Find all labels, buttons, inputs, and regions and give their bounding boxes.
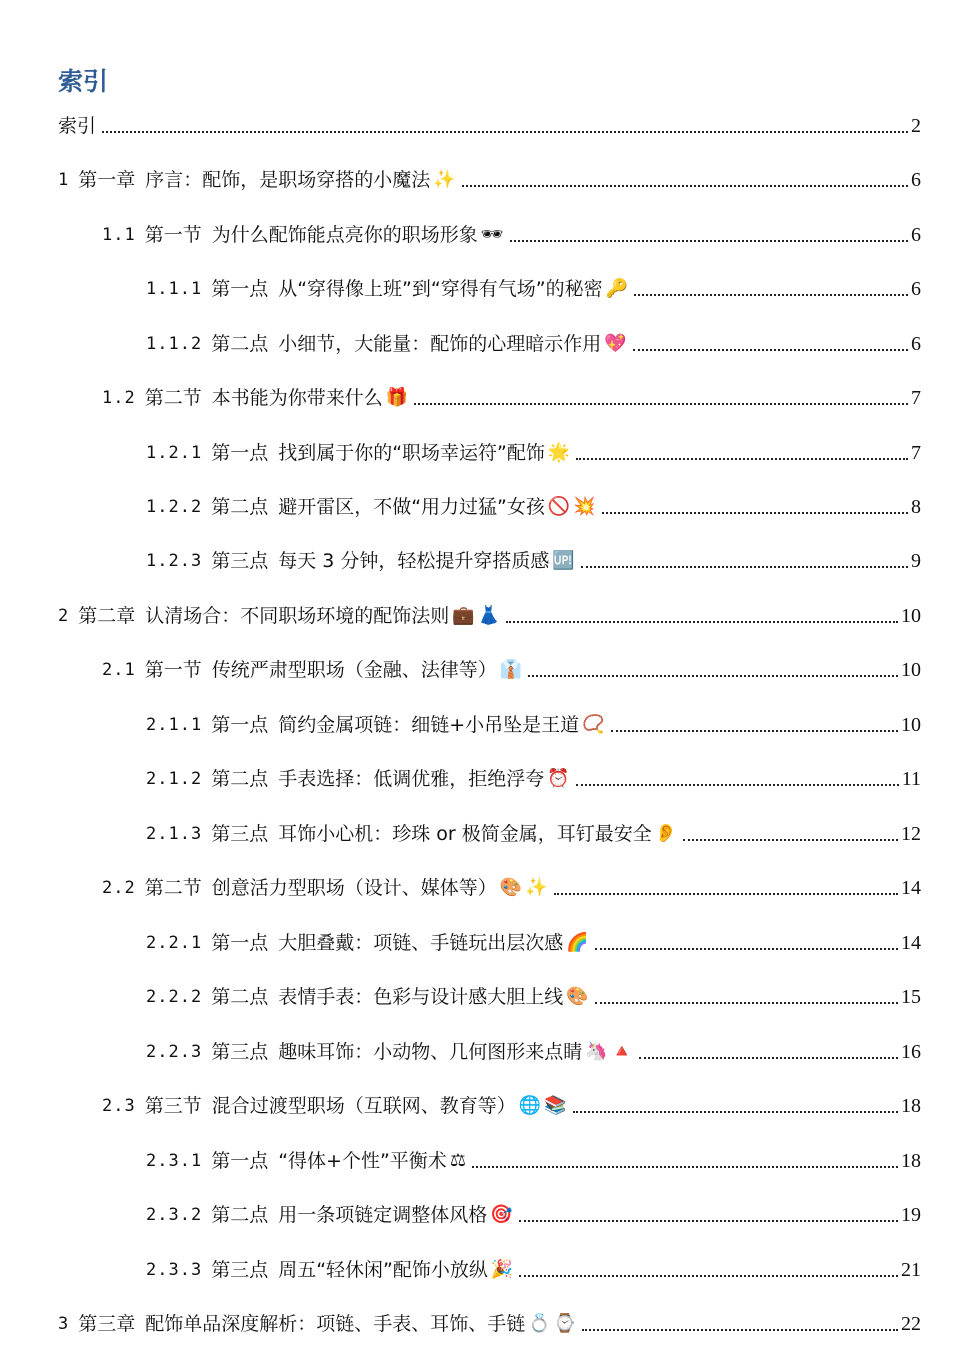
- section-title: 为什么配饰能点亮你的职场形象: [211, 224, 478, 246]
- section-number: 2.1.3: [146, 824, 203, 844]
- section-number: 1.2.1: [146, 443, 203, 463]
- section-number: 1.2: [102, 388, 136, 408]
- section-title: 配饰单品深度解析：项链、手表、耳饰、手链: [145, 1313, 526, 1335]
- emoji-icon: 💍: [528, 1313, 551, 1334]
- section-label: 第一节: [144, 224, 202, 246]
- section-title: 耳饰小心机：珍珠 or 极简金属，耳钉最安全: [278, 823, 652, 845]
- section-title: 表情手表：色彩与设计感大胆上线: [278, 986, 564, 1008]
- section-number: 1: [58, 170, 70, 190]
- section-label: 第二节: [144, 387, 202, 409]
- section-label: 第三节: [144, 1095, 202, 1117]
- section-number: 2.1.2: [146, 769, 203, 789]
- page-number: 22: [901, 1313, 921, 1335]
- dot-leader: [554, 893, 898, 895]
- section-label: 第二节: [144, 877, 202, 899]
- section-number: 2.3.2: [146, 1205, 203, 1225]
- section-title: 混合过渡型职场（互联网、教育等）: [211, 1095, 516, 1117]
- section-label: 第一章: [78, 169, 136, 191]
- section-title: 找到属于你的“职场幸运符”配饰: [278, 442, 545, 464]
- page-number: 21: [901, 1259, 921, 1281]
- page-number: 2: [911, 115, 921, 137]
- toc-entry[interactable]: [146, 761, 921, 791]
- emoji-icon: 🌟: [547, 442, 571, 463]
- section-number: 2.3: [102, 1096, 136, 1116]
- toc-entry[interactable]: [146, 816, 921, 846]
- toc-entry-text: [146, 495, 596, 519]
- section-label: 第二点: [211, 986, 269, 1008]
- emoji-icon: 📚: [544, 1095, 567, 1116]
- toc-entry[interactable]: [146, 707, 921, 737]
- section-label: 第一点: [211, 714, 269, 736]
- dot-leader: [519, 1275, 898, 1277]
- dot-leader: [581, 566, 908, 568]
- section-label: 第三点: [211, 823, 269, 845]
- toc-entry-text: [146, 822, 677, 846]
- section-label: 第一点: [211, 442, 269, 464]
- section-label: 第一节: [144, 659, 202, 681]
- page-number: 10: [901, 659, 921, 681]
- section-label: 第一点: [211, 278, 269, 300]
- toc-entry-text: [146, 931, 589, 955]
- emoji-icon: ⌚: [553, 1313, 577, 1334]
- section-number: 1.2.3: [146, 551, 203, 571]
- toc-entry[interactable]: [146, 489, 921, 519]
- section-title: 索引: [58, 115, 97, 137]
- toc-entry-text: [146, 549, 575, 573]
- section-title: 序言：配饰，是职场穿搭的小魔法: [145, 169, 431, 191]
- emoji-icon: 🔺: [610, 1041, 634, 1062]
- toc-entry-text: [146, 277, 628, 301]
- toc-entry-text: [146, 441, 570, 465]
- toc-entry[interactable]: [58, 108, 921, 138]
- toc-entry[interactable]: [102, 217, 921, 247]
- emoji-icon: 🎉: [490, 1259, 514, 1280]
- toc-entry[interactable]: [146, 1252, 921, 1282]
- dot-leader: [414, 403, 908, 405]
- toc-entry-text: [146, 1203, 513, 1227]
- section-number: 1.1.1: [146, 279, 203, 299]
- toc-entry-text: [146, 1149, 466, 1173]
- page-number: 9: [911, 550, 921, 572]
- toc-entry[interactable]: [58, 598, 921, 628]
- section-label: 第三点: [211, 1259, 269, 1281]
- emoji-icon: 💼: [452, 605, 475, 626]
- page-number: 16: [901, 1041, 921, 1063]
- toc-entry-text: [146, 767, 570, 791]
- toc-entry[interactable]: [146, 435, 921, 465]
- section-number: 2.2.2: [146, 987, 203, 1007]
- toc-entry[interactable]: [146, 1034, 921, 1064]
- section-label: 第三点: [211, 1041, 269, 1063]
- toc-entry-text: [58, 604, 500, 628]
- page-number: 8: [911, 496, 921, 518]
- toc-entry-text: [58, 114, 96, 138]
- toc-entry[interactable]: [146, 979, 921, 1009]
- emoji-icon: ✨: [525, 877, 548, 898]
- section-label: 第一点: [211, 1150, 269, 1172]
- page-number: 18: [901, 1095, 921, 1117]
- section-title: “得体+个性”平衡术: [278, 1150, 447, 1172]
- dot-leader: [602, 512, 908, 514]
- page-number: 14: [901, 932, 921, 954]
- section-label: 第一点: [211, 932, 269, 954]
- section-title: 周五“轻休闲”配饰小放纵: [278, 1259, 488, 1281]
- section-label: 第三章: [78, 1313, 136, 1335]
- page-number: 6: [911, 169, 921, 191]
- dot-leader: [519, 1220, 898, 1222]
- section-number: 2.1.1: [146, 715, 203, 735]
- section-number: 2.2.1: [146, 933, 203, 953]
- emoji-icon: 🚫: [547, 496, 571, 517]
- section-label: 第二点: [211, 496, 269, 518]
- dot-leader: [472, 1166, 898, 1168]
- page-number: 7: [911, 442, 921, 464]
- emoji-icon: ⏰: [547, 768, 570, 789]
- dot-leader: [573, 1111, 898, 1113]
- page-number: 6: [911, 224, 921, 246]
- section-number: 1.1: [102, 225, 136, 245]
- emoji-icon: 💥: [573, 496, 596, 517]
- page-number: 10: [901, 605, 921, 627]
- emoji-icon: 👗: [477, 605, 501, 626]
- section-label: 第二章: [78, 605, 136, 627]
- dot-leader: [576, 784, 899, 786]
- dot-leader: [462, 185, 908, 187]
- section-title: 从“穿得像上班”到“穿得有气场”的秘密: [278, 278, 603, 300]
- section-number: 2.2.3: [146, 1042, 203, 1062]
- section-number: 3: [58, 1314, 70, 1334]
- page-number: 11: [901, 768, 921, 790]
- section-title: 小细节，大能量：配饰的心理暗示作用: [278, 333, 602, 355]
- toc-entry[interactable]: [146, 543, 921, 573]
- emoji-icon: 🌈: [566, 932, 589, 953]
- toc-entry-text: [102, 1094, 567, 1118]
- toc-entry-text: [146, 1258, 513, 1282]
- page-number: 19: [901, 1204, 921, 1226]
- page-number: 15: [901, 986, 921, 1008]
- section-title: 每天 3 分钟，轻松提升穿搭质感: [278, 550, 550, 572]
- dot-leader: [528, 675, 898, 677]
- toc-entry[interactable]: [146, 271, 921, 301]
- toc-entry-text: [58, 168, 456, 192]
- toc-entry[interactable]: [58, 162, 921, 192]
- toc-entry-text: [102, 386, 408, 410]
- toc-entry-text: [146, 985, 589, 1009]
- emoji-icon: 🦄: [585, 1041, 608, 1062]
- toc-entry-text: [58, 1312, 576, 1336]
- emoji-icon: 👔: [499, 659, 523, 680]
- dot-leader: [582, 1329, 898, 1331]
- toc-entry[interactable]: [102, 652, 921, 682]
- page-number: 6: [911, 278, 921, 300]
- toc-entry[interactable]: [146, 1197, 921, 1227]
- toc-entry-text: [146, 332, 627, 356]
- section-number: 2.3.1: [146, 1151, 203, 1171]
- section-label: 第二点: [211, 1204, 269, 1226]
- section-label: 第三点: [211, 550, 269, 572]
- page-number: 18: [901, 1150, 921, 1172]
- emoji-icon: 🌐: [518, 1095, 542, 1116]
- section-title: 本书能为你带来什么: [211, 387, 383, 409]
- dot-leader: [633, 349, 908, 351]
- dot-leader: [634, 294, 908, 296]
- emoji-icon: 📿: [582, 714, 605, 735]
- toc-entry[interactable]: [146, 925, 921, 955]
- section-title: 手表选择：低调优雅，拒绝浮夸: [278, 768, 545, 790]
- section-title: 传统严肃型职场（金融、法律等）: [211, 659, 497, 681]
- page-number: 6: [911, 333, 921, 355]
- section-title: 用一条项链定调整体风格: [278, 1204, 488, 1226]
- toc-entry-text: [102, 876, 548, 900]
- emoji-icon: 🎁: [385, 387, 409, 408]
- toc-entry-text: [102, 658, 522, 682]
- section-number: 2.1: [102, 660, 136, 680]
- section-title: 趣味耳饰：小动物、几何图形来点睛: [278, 1041, 583, 1063]
- section-label: 第二点: [211, 768, 269, 790]
- emoji-icon: ✨: [433, 169, 456, 190]
- dot-leader: [102, 131, 908, 133]
- emoji-icon: 💖: [604, 333, 627, 354]
- emoji-icon: 🔑: [605, 278, 628, 299]
- section-number: 1.2.2: [146, 497, 203, 517]
- emoji-icon: 🕶: [480, 224, 504, 245]
- toc-entry[interactable]: [102, 1088, 921, 1118]
- section-title: 避开雷区，不做“用力过猛”女孩: [278, 496, 545, 518]
- toc-entry[interactable]: [146, 1143, 921, 1173]
- toc-entry[interactable]: [58, 1306, 921, 1336]
- section-number: 2.2: [102, 878, 136, 898]
- toc-entry[interactable]: [102, 870, 921, 900]
- page-number: 10: [901, 714, 921, 736]
- page-number: 7: [911, 387, 921, 409]
- page-title: 索引: [58, 67, 109, 96]
- section-title: 认清场合：不同职场环境的配饰法则: [145, 605, 450, 627]
- section-title: 创意活力型职场（设计、媒体等）: [211, 877, 497, 899]
- section-title: 大胆叠戴：项链、手链玩出层次感: [278, 932, 564, 954]
- section-label: 第二点: [211, 333, 269, 355]
- section-number: 2.3.3: [146, 1260, 203, 1280]
- emoji-icon: ⚖: [449, 1150, 466, 1171]
- section-title: 简约金属项链：细链+小吊坠是王道: [278, 714, 580, 736]
- toc-entry-text: [146, 713, 605, 737]
- dot-leader: [639, 1057, 898, 1059]
- toc-entry-text: [146, 1040, 633, 1064]
- emoji-icon: 🆙: [552, 550, 575, 571]
- toc-entry-text: [102, 223, 504, 247]
- page-number: 14: [901, 877, 921, 899]
- dot-leader: [595, 948, 898, 950]
- dot-leader: [611, 730, 898, 732]
- dot-leader: [683, 839, 898, 841]
- dot-leader: [510, 240, 908, 242]
- page-number: 12: [901, 823, 921, 845]
- section-number: 1.1.2: [146, 334, 203, 354]
- section-number: 2: [58, 606, 70, 626]
- dot-leader: [595, 1002, 898, 1004]
- dot-leader: [576, 458, 908, 460]
- emoji-icon: 🎯: [490, 1204, 513, 1225]
- emoji-icon: 🎨: [499, 877, 523, 898]
- emoji-icon: 👂: [654, 823, 678, 844]
- toc-entry[interactable]: [146, 326, 921, 356]
- toc-entry[interactable]: [102, 380, 921, 410]
- dot-leader: [506, 621, 898, 623]
- emoji-icon: 🎨: [566, 986, 589, 1007]
